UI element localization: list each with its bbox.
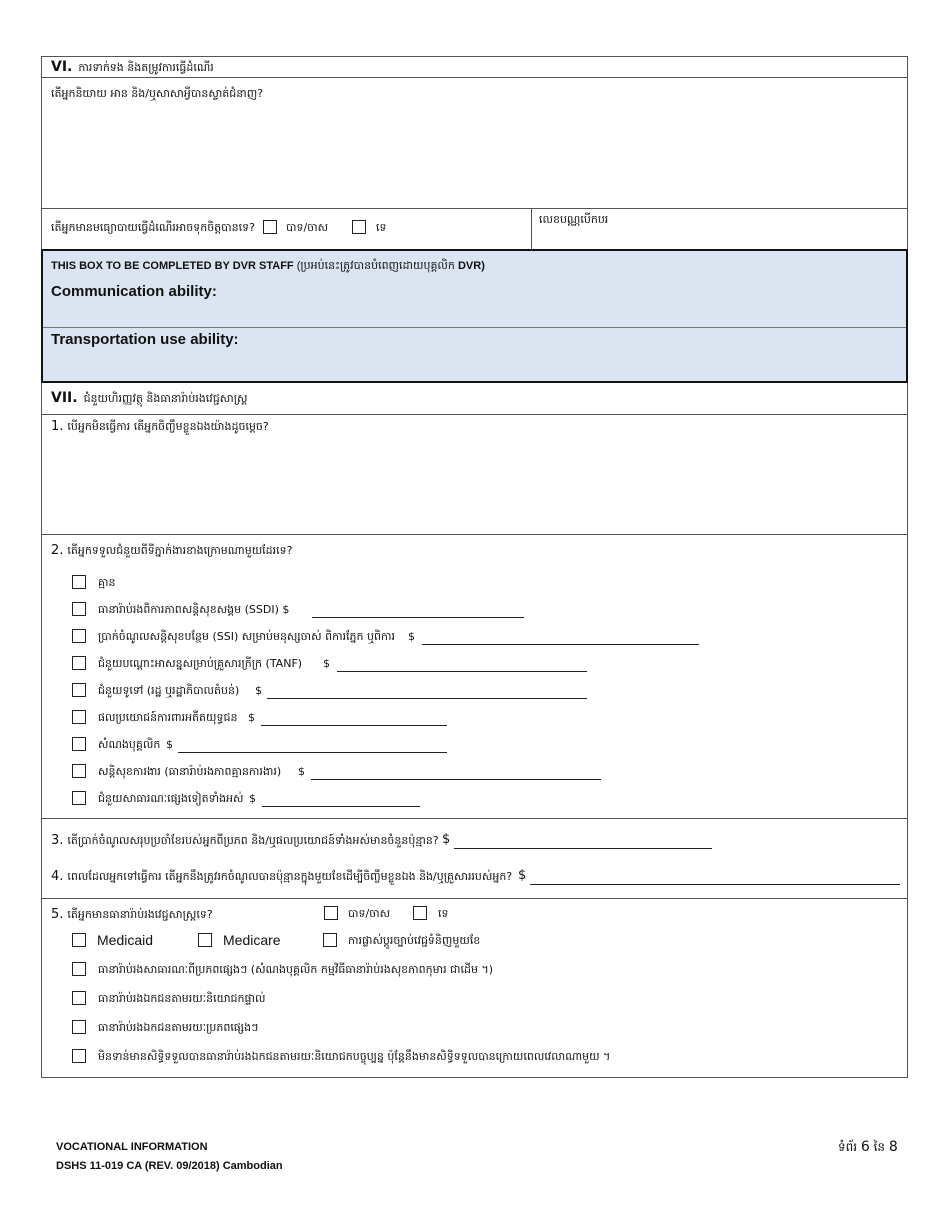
ssdi-amount-line[interactable] (312, 617, 524, 618)
q2-item-label: ធានារ៉ាប់រងពិការភាពសន្តិសុខសង្គម (SSDI) $ (98, 603, 290, 616)
medicare-label: Medicare (223, 932, 281, 948)
dollar-sign: $ (298, 765, 305, 778)
q3-q4-block (41, 819, 908, 899)
insurance-yes-checkbox[interactable] (324, 906, 338, 920)
dvr-header-km: (ប្រអប់នេះត្រូវបានបំពេញដោយបុគ្គលិក (296, 260, 455, 272)
q2-checkbox[interactable] (72, 575, 86, 589)
q2-checkbox[interactable] (72, 791, 86, 805)
q5-number: 5. (51, 907, 64, 922)
q4-dollar: $ (518, 868, 527, 883)
q5-checkbox[interactable] (72, 1020, 86, 1034)
veterans-amount-line[interactable] (261, 725, 447, 726)
monthly-income-line[interactable] (454, 848, 712, 849)
q5-item-label: ធានារ៉ាប់រងឯកជនតាមរយៈប្រភពផ្សេងៗ (98, 1021, 259, 1034)
dollar-sign: $ (166, 738, 173, 751)
q5-item-label: ធានារ៉ាប់រងឯកជនតាមរយៈនិយោជកផ្ទាល់ (98, 992, 266, 1005)
dvr-header (51, 259, 485, 275)
unemployment-amount-line[interactable] (311, 779, 601, 780)
ssi-amount-line[interactable] (422, 644, 699, 645)
q2-block (41, 535, 908, 819)
medicaid-label: Medicaid (97, 932, 154, 948)
q5-block (41, 899, 908, 1078)
dollar-sign: $ (248, 711, 255, 724)
section-6-header (41, 56, 908, 78)
q5-item-label: ធានារ៉ាប់រងសាធារណៈពីប្រភពផ្សេងៗ (សំណងបុគ្គលិក កម្មវិធីធានារ៉ាប់រងសុខភាពកុមារ ជាដើម ។) (98, 963, 494, 976)
q2-item-label: សំណងបុគ្គលិក (98, 738, 161, 751)
q2-checkbox[interactable] (72, 629, 86, 643)
q5-checkbox[interactable] (72, 1049, 86, 1063)
column-divider (531, 209, 532, 249)
section-6-roman: VI. (51, 59, 73, 75)
other-assistance-amount-line[interactable] (262, 806, 420, 807)
q3-number: 3. (51, 833, 64, 848)
license-label: លេខបណ្ណបើកបរ (539, 213, 609, 226)
q5-item-label: មិនទាន់មានសិទ្ធិទទួលបានធានារ៉ាប់រងឯកជនតាមរយៈនិយោជកបច្ចុប្បន្ន ប៉ុន្តែនឹងមានសិទ្ធិទទួលបានក្រោយពេលវេលាណាមួយ ។ (98, 1050, 611, 1063)
q2-item-label: ប្រាក់ចំណូលសន្តិសុខបន្ថែម (SSI) សម្រាប់មនុស្សចាស់ ពិការភ្នែក ឬពិការ (98, 630, 395, 643)
q2-checkbox[interactable] (72, 656, 86, 670)
q1-number: 1. (51, 419, 64, 434)
transportation-ability-label: Transportation use ability: (51, 331, 239, 348)
q2-checkbox[interactable] (72, 710, 86, 724)
q2-checkbox[interactable] (72, 737, 86, 751)
medicaid-checkbox[interactable] (72, 933, 86, 947)
general-assistance-amount-line[interactable] (267, 698, 587, 699)
transport-yes-label: បាទ/ចាស (286, 221, 329, 234)
page-number: ទំព័រ 6 នៃ 8 (838, 1139, 898, 1155)
workers-comp-amount-line[interactable] (178, 752, 447, 753)
communication-ability-label: Communication ability: (51, 283, 217, 300)
q4-number: 4. (51, 869, 64, 884)
insurance-no-checkbox[interactable] (413, 906, 427, 920)
dvr-divider (43, 327, 906, 328)
dollar-sign: $ (255, 684, 262, 697)
section-7-header (41, 383, 908, 415)
insurance-yes-label: បាទ/ចាស (348, 907, 391, 920)
q3-dollar: $ (442, 832, 451, 847)
transport-no-checkbox[interactable] (352, 220, 366, 234)
q2-item-label: គ្មាន (98, 576, 116, 589)
section-7-roman: VII. (51, 390, 78, 406)
q2-item-label: ជំនួយទូទៅ (រដ្ឋ ឬរដ្ឋាភិបាលតំបន់) (98, 684, 240, 697)
language-question: តើអ្នកនិយាយ អាន និង/ឬសាសាអ្វីបានស្ទាត់ជំនាញ? (51, 87, 264, 100)
dollar-sign: $ (323, 657, 330, 670)
q2-item-label: ផលប្រយោជន៍ការពារអតីតយុទ្ធជន (98, 711, 238, 724)
dvr-staff-box (41, 249, 908, 383)
q2-checkbox[interactable] (72, 683, 86, 697)
language-field[interactable] (41, 78, 908, 209)
transport-question: តើអ្នកមានមធ្យោបាយធ្វើដំណើរអាចទុកចិត្តបានទេ? (51, 221, 255, 234)
transport-row (41, 209, 908, 249)
tanf-amount-line[interactable] (337, 671, 587, 672)
section-6-title: ការទាក់ទង និងតម្រូវការធ្វើដំណើរ (78, 61, 214, 74)
q2-question: តើអ្នកទទួលជំនួយពីទីភ្នាក់ងារខាងក្រោមណាមួយដែរទេ? (67, 544, 293, 557)
insurance-no-label: ទេ (438, 907, 449, 920)
footer-title: VOCATIONAL INFORMATION (56, 1141, 208, 1153)
section-7-title: ជំនួយហិរញ្ញវត្ថុ និងធានារ៉ាប់រងវេជ្ជសាស្ត្រ (83, 392, 248, 405)
medicare-plan-label: ការផ្លាស់ប្ដូរច្បាប់វេជ្ជទំនិញមួយខែ (348, 934, 481, 947)
needed-income-line[interactable] (530, 884, 900, 885)
transport-yes-checkbox[interactable] (263, 220, 277, 234)
q2-item-label: ជំនួយសាធារណៈផ្សេងទៀតទាំងអស់ (98, 792, 244, 805)
q2-number: 2. (51, 543, 64, 558)
q2-checkbox[interactable] (72, 764, 86, 778)
medicare-plan-checkbox[interactable] (323, 933, 337, 947)
footer-form-number: DSHS 11-019 CA (REV. 09/2018) Cambodian (56, 1160, 283, 1172)
dvr-header-en: THIS BOX TO BE COMPLETED BY DVR STAFF (51, 260, 294, 272)
dollar-sign: $ (249, 792, 256, 805)
dvr-header-dvr: DVR) (457, 260, 485, 272)
transport-no-label: ទេ (376, 221, 387, 234)
medicare-checkbox[interactable] (198, 933, 212, 947)
q5-checkbox[interactable] (72, 991, 86, 1005)
dollar-sign: $ (408, 630, 415, 643)
q2-item-label: សន្តិសុខការងារ (ធានារ៉ាប់រងភាពគ្មានការងារ) (98, 765, 282, 778)
q5-question: តើអ្នកមានធានារ៉ាប់រងវេជ្ជសាស្ត្រទេ? (67, 908, 213, 921)
q5-checkbox[interactable] (72, 962, 86, 976)
q1-question: បើអ្នកមិនធ្វើការ តើអ្នកចិញ្ចឹមខ្លួនឯងយ៉ាងដូចម្ដេច? (67, 420, 269, 433)
q3-question: តើប្រាក់ចំណូលសរុបប្រចាំខែរបស់អ្នកពីប្រភព និង/ឬផលប្រយោជន៍ទាំងអស់មានចំនួនប៉ុន្មាន? (67, 834, 439, 847)
q2-item-label: ជំនួយបណ្ដោះអាសន្នសម្រាប់គ្រួសារក្រីក្រ (TANF) (98, 657, 303, 670)
q2-checkbox[interactable] (72, 602, 86, 616)
q1-field[interactable] (41, 415, 908, 535)
q4-question: ពេលដែលអ្នកទៅធ្វើការ តើអ្នកនឹងត្រូវរកចំណូលបានប៉ុន្មានក្នុងមួយខែដើម្បីចិញ្ចឹមខ្លួនឯង និង/ឬគ្រួសាររបស់អ្នក? (67, 870, 513, 883)
